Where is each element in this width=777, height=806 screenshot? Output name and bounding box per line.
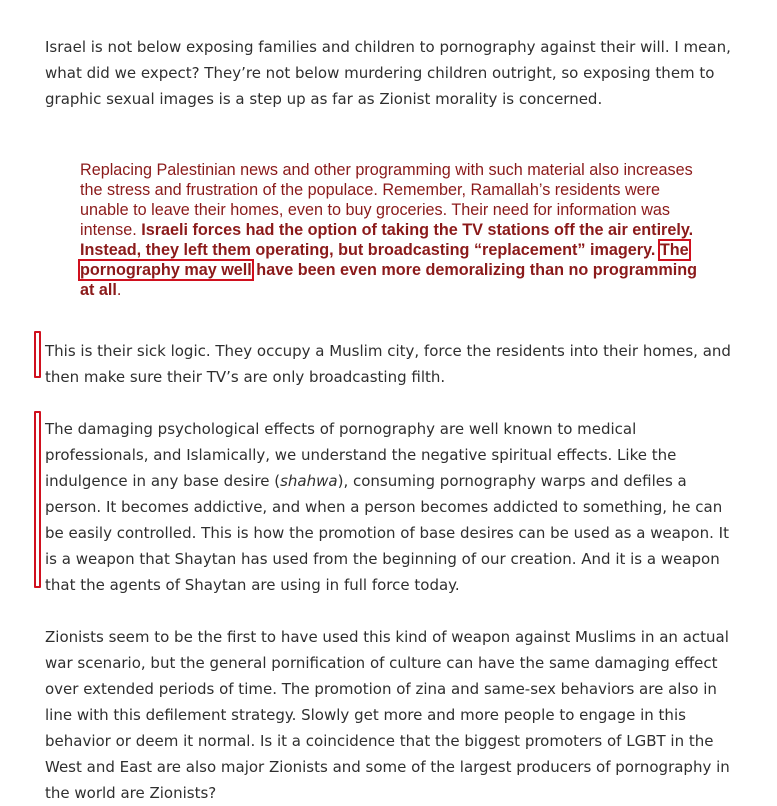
annotation-bar-1: [34, 331, 41, 378]
quote-bold-text: Israeli forces had the option of taking the TV stations off the air entirely. Instead, they left them operating, but broadcasting “replacement” imagery.: [80, 221, 694, 259]
paragraph-4-after: ), consuming pornography warps and defiles a person. It becomes addictive, and when a person becomes addicted to something, he can be easily controlled. This is how the promotion of base desires can be used as a weapon. It is a weapon that Shaytan has used from the beginning of our creation. And it is a weapon that the agents of Shaytan are using in full force today.: [45, 472, 729, 594]
paragraph-1: Israel is not below exposing families and children to pornography against their will. I mean, what did we expect? They’re not below murdering children outright, so exposing them to graphic sexual images is a step up as far as Zionist morality is concerned.: [45, 38, 731, 108]
quote-text: Replacing Palestinian news and other programming with such material also increases the stress and frustration of the populace. Remember, Ramallah’s residents were unable to leave their homes, even to buy groceries. Their need for information was intense.: [80, 161, 693, 239]
paragraph-5: Zionists seem to be the first to have used this kind of weapon against Muslims in an actual war scenario, but the general pornification of culture can have the same damaging effect over extended periods of time. The promotion of zina and same-sex behaviors are also in line with this defilement strategy. Slowly get more and more people to engage in this behavior or deem it normal. Is it a coincidence that the biggest promoters of LGBT in the West and East are also major Zionists and some of the largest producers of pornography in the world are Zionists?: [45, 628, 730, 802]
paragraph-4: [45, 416, 737, 598]
blockquote: [80, 160, 705, 300]
shahwa-italic: shahwa: [280, 472, 338, 490]
article-body: [45, 34, 737, 806]
highlighted-phrase: The pornography may well: [80, 241, 689, 279]
quote-end: .: [116, 281, 122, 299]
paragraph-3: This is their sick logic. They occupy a Muslim city, force the residents into their homes, and then make sure their TV’s are only broadcasting filth.: [45, 342, 731, 386]
paragraph-4-before: The damaging psychological effects of pornography are well known to medical professionals, and Islamically, we understand the negative spiritual effects. Like the indulgence in any base desire (: [45, 420, 677, 490]
annotation-bar-2: [34, 411, 41, 588]
quote-bold-end: have been even more demoralizing than no programming at all: [80, 261, 698, 299]
